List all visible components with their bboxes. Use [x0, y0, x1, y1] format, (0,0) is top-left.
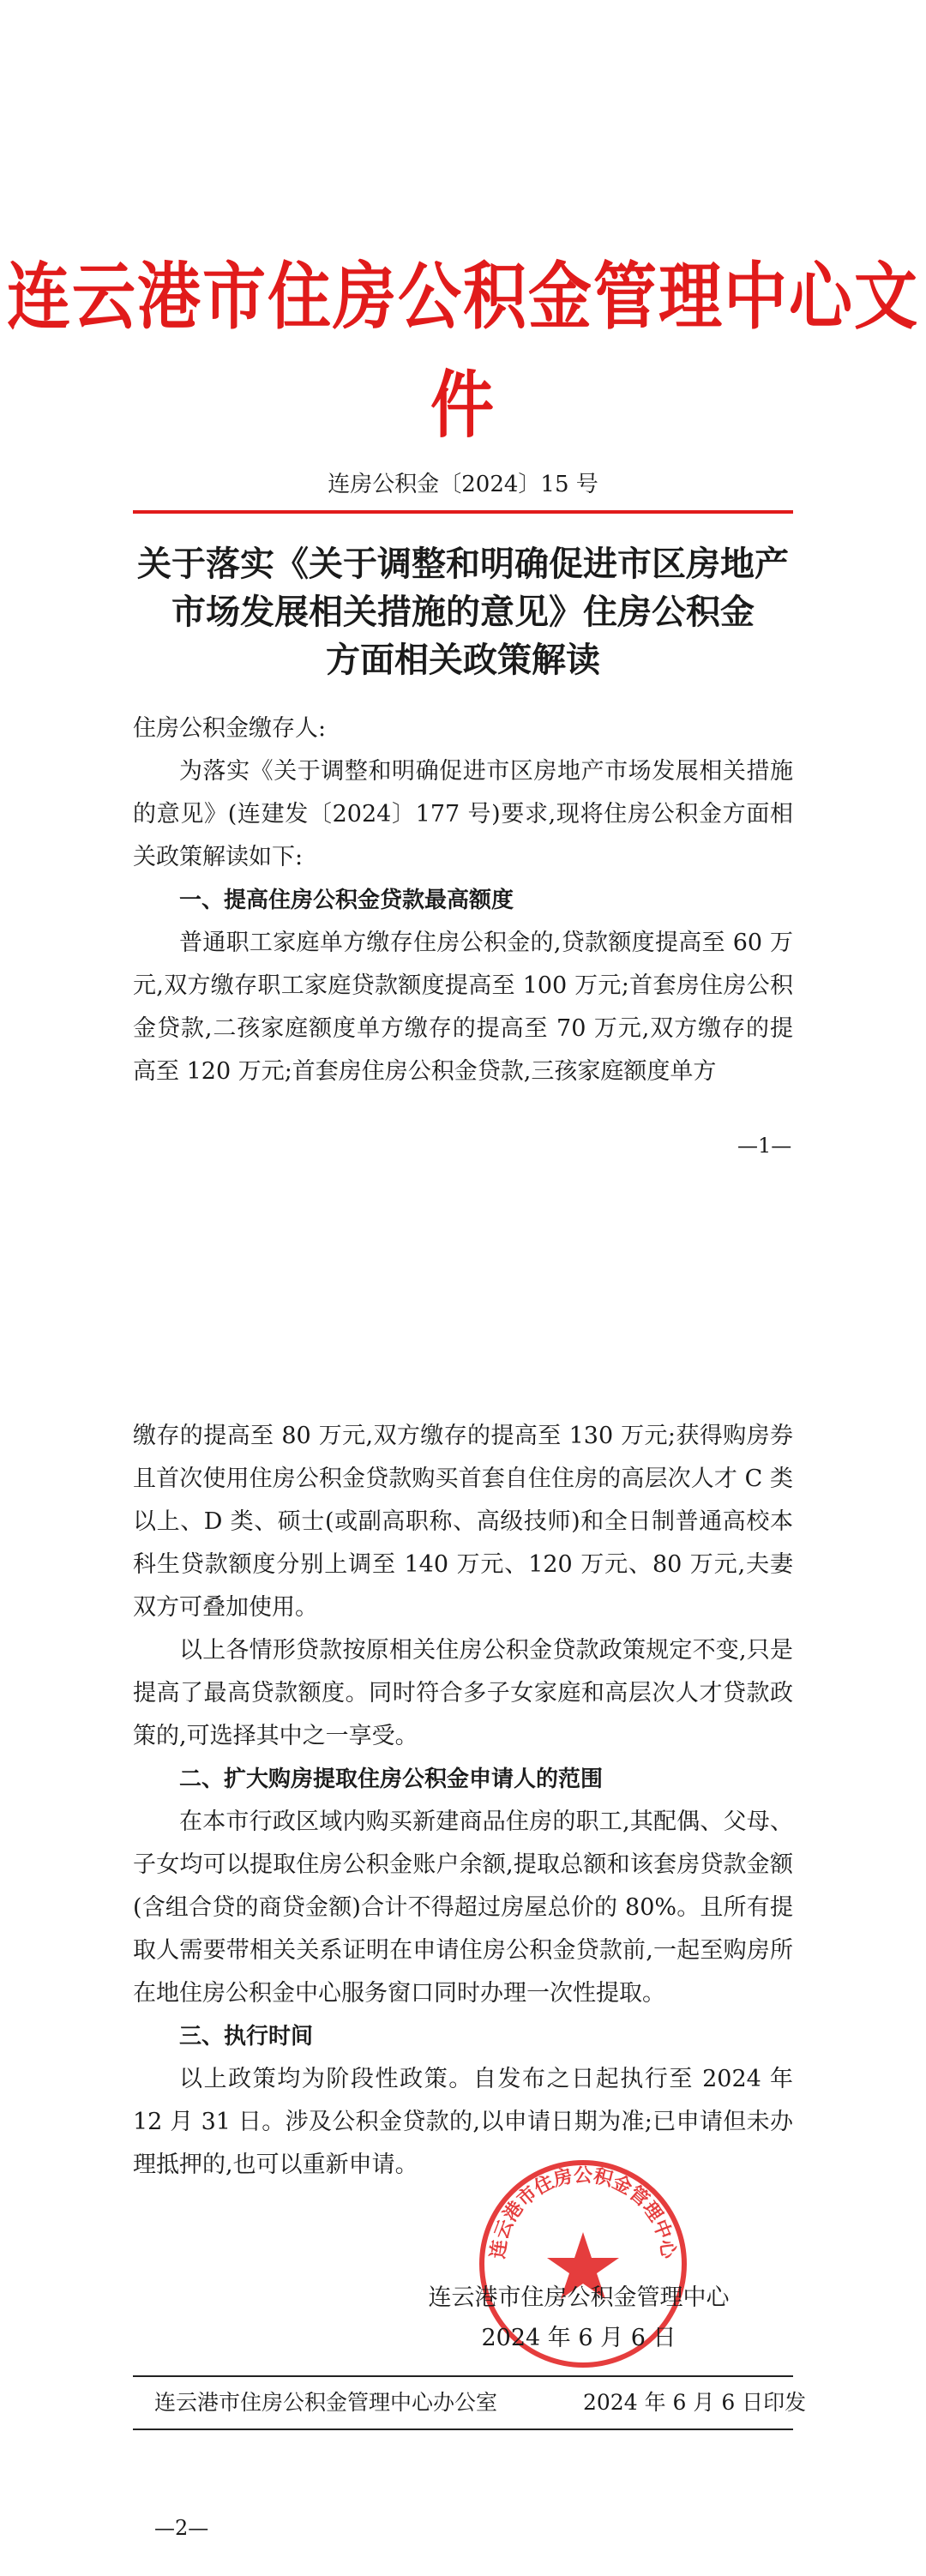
section-3-paragraph-1: 以上政策均为阶段性政策。自发布之日起执行至 2024 年 12 月 31 日。涉及公积金贷款的,以申请日期为准;已申请但未办理抵押的,也可以重新申请。 — [133, 2066, 793, 2178]
section-2-heading: 二、扩大购房提取住房公积金申请人的范围 — [179, 1766, 604, 1792]
red-separator-line — [133, 510, 793, 514]
footer-issuing-office: 连云港市住房公积金管理中心办公室 — [154, 2390, 498, 2415]
title-line-1: 关于落实《关于调整和明确促进市区房地产 — [137, 544, 789, 584]
section-2-paragraph-1: 在本市行政区域内购买新建商品住房的职工,其配偶、父母、子女均可以提取住房公积金账户余额,提取总额和该套房贷款金额(含组合贷的商贷金额)合计不得超过房屋总价的 80%。且所有提取人需要带相关关系证明在申请住房公积金贷款前,一起至购房所在地住房公积金中心服务窗口同时办理一次性提取。 — [133, 1809, 793, 2007]
signature-organization: 连云港市住房公积金管理中心 — [428, 2284, 730, 2311]
salutation: 住房公积金缴存人: — [133, 715, 327, 742]
footer-bottom-rule — [133, 2429, 793, 2430]
section-1-paragraph-1-continued: 缴存的提高至 80 万元,双方缴存的提高至 130 万元;获得购房券且首次使用住房公积金贷款购买首套自住住房的高层次人才 C 类以上、D 类、硕士(或副高职称、高级技师)和全日制普通高校本科生贷款额度分别上调至 140 万元、120 万元、80 万元,夫妻双方可叠加使用。 — [133, 1423, 793, 1621]
section-1-heading: 一、提高住房公积金贷款最高额度 — [179, 888, 514, 913]
page-number-2: —2— — [154, 2516, 209, 2540]
svg-text:连云港市住房公积金管理中心: 连云港市住房公积金管理中心 — [487, 2164, 679, 2260]
document-header-title: 连云港市住房公积金管理中心文件 — [7, 255, 919, 448]
footer-print-date: 2024 年 6 月 6 日印发 — [583, 2390, 807, 2415]
section-3-heading: 三、执行时间 — [179, 2024, 314, 2049]
page-number-1: —1— — [737, 1134, 792, 1158]
document-title — [94, 540, 832, 684]
document-number: 连房公积金〔2024〕15 号 — [328, 472, 598, 497]
footer-top-rule — [133, 2375, 793, 2377]
section-1-paragraph-2: 以上各情形贷款按原相关住房公积金贷款政策规定不变,只是提高了最高贷款额度。同时符合多子女家庭和高层次人才贷款政策的,可选择其中之一享受。 — [133, 1637, 793, 1749]
title-line-2: 市场发展相关措施的意见》住房公积金 — [171, 592, 755, 632]
signature-date: 2024 年 6 月 6 日 — [481, 2325, 676, 2351]
section-1-paragraph-1: 普通职工家庭单方缴存住房公积金的,贷款额度提高至 60 万元,双方缴存职工家庭贷款额度提高至 100 万元;首套房住房公积金贷款,二孩家庭额度单方缴存的提高至 70 万元,双方缴存的提高至 120 万元;首套房住房公积金贷款,三孩家庭额度单方 — [133, 930, 793, 1085]
title-line-3: 方面相关政策解读 — [326, 640, 600, 680]
intro-paragraph: 为落实《关于调整和明确促进市区房地产市场发展相关措施的意见》(连建发〔2024〕177 号)要求,现将住房公积金方面相关政策解读如下: — [133, 758, 793, 870]
